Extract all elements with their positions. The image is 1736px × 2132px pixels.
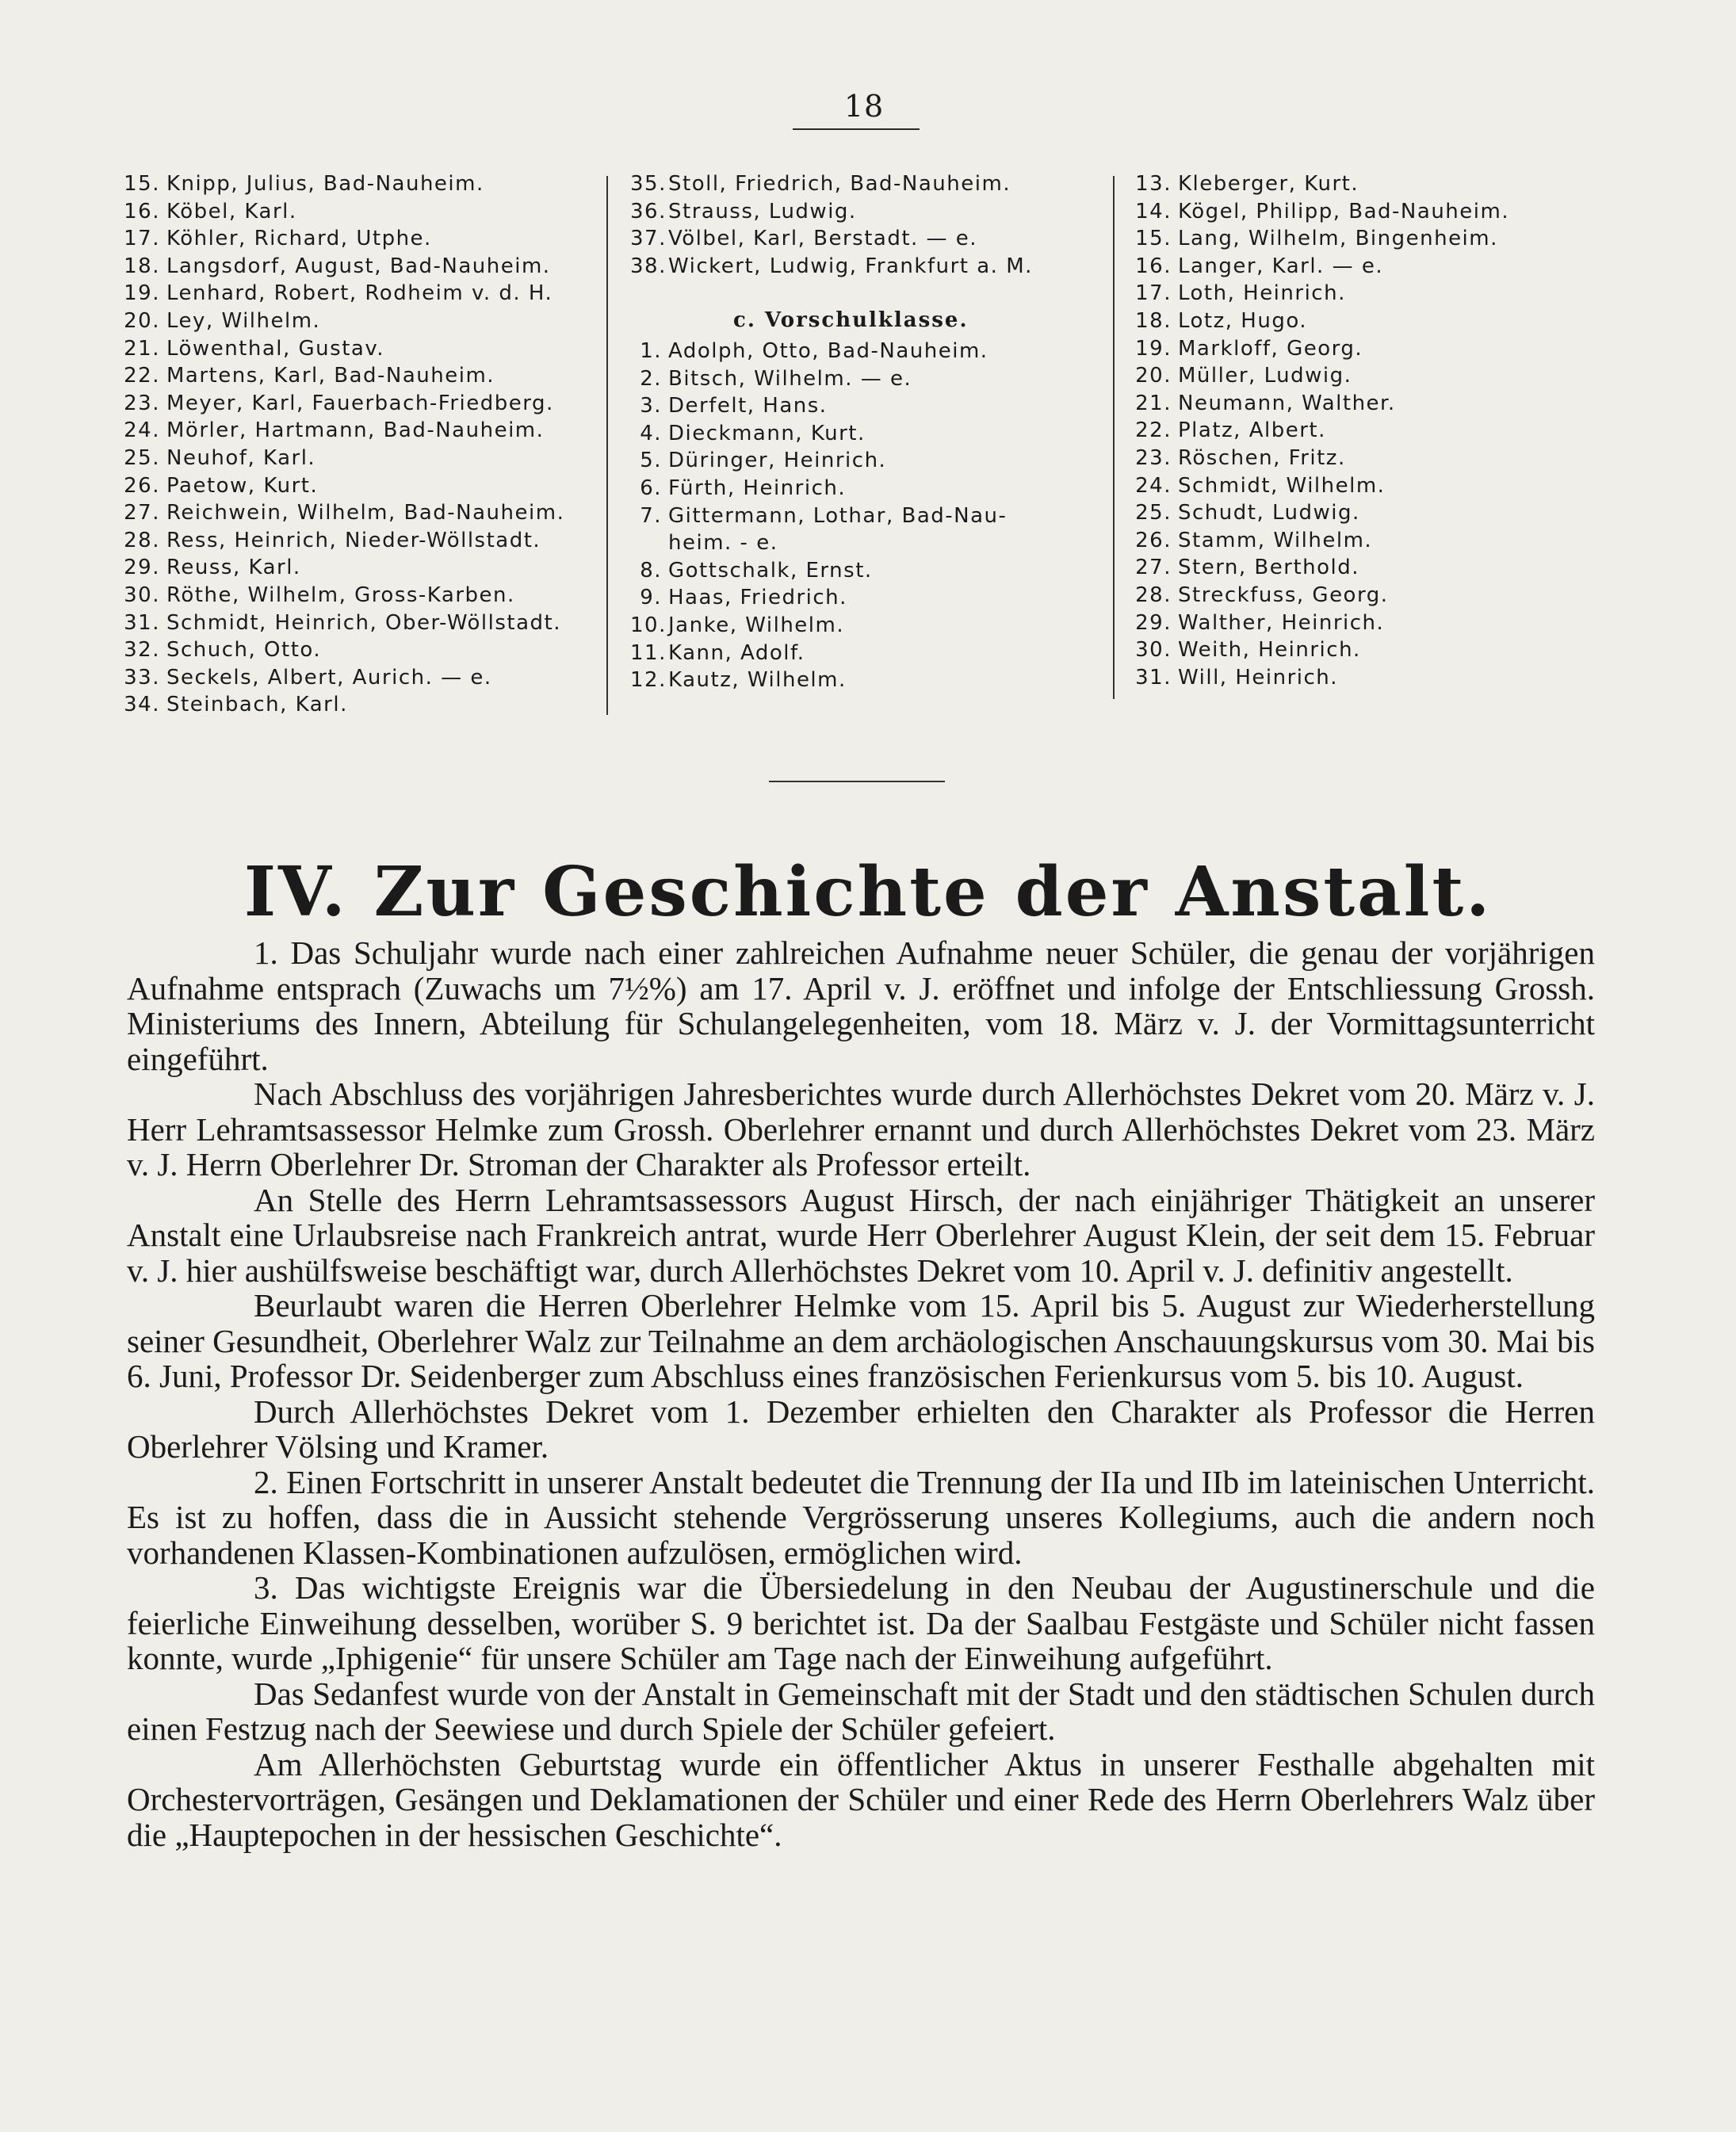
- list-item: 9. Haas, Friedrich.: [640, 586, 847, 610]
- list-item: 33. Seckels, Albert, Aurich. — e.: [124, 665, 492, 690]
- paragraph: Das Sedanfest wurde von der Anstalt in Gemeinschaft mit der Stadt und den städtischen Schulen durch einen Festzug nach der Seewiese und durch Spiele der Schüler gefeiert.: [127, 1675, 1595, 1747]
- list-item-continuation: heim. - e.: [668, 531, 778, 556]
- student-list-column-2: [630, 170, 1106, 694]
- list-item: 17. Köhler, Richard, Utphe.: [124, 227, 432, 251]
- body-text: [127, 935, 1595, 1852]
- list-item: 7. Gittermann, Lothar, Bad-Nau-: [640, 503, 1008, 528]
- list-item: 25. Schudt, Ludwig.: [1135, 501, 1360, 525]
- page-number-rule: [793, 128, 920, 130]
- column-divider: [1113, 176, 1115, 699]
- paragraph: 2. Einen Fortschritt in unserer Anstalt bedeutet die Trennung der IIa und IIb im lateinischen Unterricht. Es ist zu hoffen, dass die in Aussicht stehende Vergrösserung unseres Kollegiums, auch die andern noch vorhandenen Klassen-Kombinationen aufzulösen, ermöglichen wird.: [127, 1463, 1595, 1571]
- list-item: 34. Steinbach, Karl.: [124, 693, 348, 717]
- paragraph: Durch Allerhöchstes Dekret vom 1. Dezember erhielten den Charakter als Professor die Herren Oberlehrer Völsing und Kramer.: [127, 1393, 1595, 1465]
- list-item: 5. Düringer, Heinrich.: [640, 449, 887, 473]
- student-list-column-3: [1132, 170, 1608, 691]
- column-divider: [606, 176, 608, 715]
- paragraph: Beurlaubt waren die Herren Oberlehrer Helmke vom 15. April bis 5. August zur Wiederherstellung seiner Gesundheit, Oberlehrer Walz zur Teilnahme an dem archäologischen Anschauungskursus vom 30. Mai bis 6. Juni, Professor Dr. Seidenberger zum Abschluss eines französischen Ferienkursus vom 5. bis 10. August.: [127, 1287, 1595, 1394]
- list-item: 8. Gottschalk, Ernst.: [640, 558, 873, 583]
- list-item: 19. Markloff, Georg.: [1135, 336, 1363, 361]
- student-list-column-1: [120, 170, 596, 719]
- list-item: 38.Wickert, Ludwig, Frankfurt a. M.: [630, 254, 1033, 278]
- list-item: 37.Völbel, Karl, Berstadt. — e.: [630, 227, 978, 251]
- paragraph: Nach Abschluss des vorjährigen Jahresberichtes wurde durch Allerhöchstes Dekret vom 20. März v. J. Herr Lehramtsassessor Helmke zum Grossh. Oberlehrer ernannt und durch Allerhöchstes Dekret vom 23. März v. J. Herrn Oberlehrer Dr. Stroman der Charakter als Professor erteilt.: [127, 1076, 1595, 1183]
- list-item: 22. Martens, Karl, Bad-Nauheim.: [124, 364, 495, 388]
- section-title: IV. Zur Geschichte der Anstalt.: [243, 852, 1493, 932]
- paragraph: Am Allerhöchsten Geburtstag wurde ein öffentlicher Aktus in unserer Festhalle abgehalten mit Orchestervorträgen, Gesängen und Deklamationen der Schüler und einer Rede des Herrn Oberlehrers Walz über die „Hauptepochen in der hessischen Geschichte“.: [127, 1745, 1595, 1853]
- list-item: 25. Neuhof, Karl.: [124, 445, 316, 470]
- list-item: 20. Müller, Ludwig.: [1135, 364, 1352, 388]
- list-item: 16. Köbel, Karl.: [124, 199, 297, 224]
- list-item: 16. Langer, Karl. — e.: [1135, 254, 1384, 278]
- list-item: 31. Schmidt, Heinrich, Ober-Wöllstadt.: [124, 610, 562, 635]
- list-item: 28. Ress, Heinrich, Nieder-Wöllstadt.: [124, 528, 541, 552]
- list-item: 17. Loth, Heinrich.: [1135, 281, 1346, 306]
- list-item: 15. Knipp, Julius, Bad-Nauheim.: [124, 172, 484, 196]
- paragraph: 3. Das wichtigste Ereignis war die Übersiedelung in den Neubau der Augustinerschule und die feierliche Einweihung desselben, worüber S. 9 berichtet ist. Da der Saalbau Festgäste und Schüler nicht fassen konnte, wurde „Iphigenie“ für unsere Schüler am Tage nach der Einweihung aufgeführt.: [127, 1569, 1595, 1676]
- paragraph: 1. Das Schuljahr wurde nach einer zahlreichen Aufnahme neuer Schüler, die genau der vorjährigen Aufnahme entsprach (Zuwachs um 7½%) am 17. April v. J. eröffnet und infolge der Entschliessung Grossh. Ministeriums des Innern, Abteilung für Schulangelegenheiten, vom 18. März v. J. der Vormittagsunterricht eingeführt.: [127, 934, 1595, 1077]
- list-item: 32. Schuch, Otto.: [124, 638, 322, 663]
- list-item: 30. Röthe, Wilhelm, Gross-Karben.: [124, 583, 515, 607]
- list-item: 27. Stern, Berthold.: [1135, 556, 1360, 580]
- list-item: 6. Fürth, Heinrich.: [640, 476, 847, 500]
- paragraph: An Stelle des Herrn Lehramtsassessors August Hirsch, der nach einjähriger Thätigkeit an unserer Anstalt eine Urlaubsreise nach Frankreich antrat, wurde Herr Oberlehrer August Klein, der seit dem 15. Februar v. J. hier aushülfsweise beschäftigt war, durch Allerhöchstes Dekret vom 10. April v. J. definitiv angestellt.: [127, 1181, 1595, 1289]
- list-item: 4. Dieckmann, Kurt.: [640, 421, 866, 445]
- list-item: 29. Walther, Heinrich.: [1135, 610, 1385, 635]
- list-item: 13. Kleberger, Kurt.: [1135, 172, 1359, 196]
- list-item: 15. Lang, Wilhelm, Bingenheim.: [1135, 227, 1498, 251]
- list-item: 18. Lotz, Hugo.: [1135, 308, 1308, 333]
- list-item: 19. Lenhard, Robert, Rodheim v. d. H.: [124, 281, 553, 306]
- list-item: 3. Derfelt, Hans.: [640, 394, 828, 418]
- list-item: 24. Mörler, Hartmann, Bad-Nauheim.: [124, 418, 545, 443]
- list-item: 30. Weith, Heinrich.: [1135, 638, 1361, 663]
- list-item: 14. Kögel, Philipp, Bad-Nauheim.: [1135, 199, 1510, 224]
- list-item: 21. Löwenthal, Gustav.: [124, 336, 384, 361]
- list-item: 26. Paetow, Kurt.: [124, 473, 319, 498]
- list-item: 29. Reuss, Karl.: [124, 556, 301, 580]
- list-item: 36.Strauss, Ludwig.: [630, 199, 857, 224]
- list-item: 23. Meyer, Karl, Fauerbach-Friedberg.: [124, 391, 554, 415]
- list-item: 28. Streckfuss, Georg.: [1135, 583, 1389, 607]
- class-subheading: c. Vorschulklasse.: [733, 308, 969, 333]
- list-item: 2. Bitsch, Wilhelm. — e.: [640, 366, 912, 391]
- list-item: 11.Kann, Adolf.: [630, 640, 805, 665]
- list-item: 23. Röschen, Fritz.: [1135, 445, 1346, 470]
- list-item: 10.Janke, Wilhelm.: [630, 613, 845, 637]
- list-item: 35.Stoll, Friedrich, Bad-Nauheim.: [630, 172, 1011, 196]
- list-item: 27. Reichwein, Wilhelm, Bad-Nauheim.: [124, 501, 565, 525]
- list-item: 18. Langsdorf, August, Bad-Nauheim.: [124, 254, 551, 278]
- list-item: 31. Will, Heinrich.: [1135, 665, 1339, 690]
- page-number: 18: [843, 89, 885, 124]
- list-item: 26. Stamm, Wilhelm.: [1135, 528, 1373, 552]
- list-item: 24. Schmidt, Wilhelm.: [1135, 473, 1386, 498]
- section-divider: [769, 781, 945, 782]
- list-item: 21. Neumann, Walther.: [1135, 391, 1396, 415]
- list-item: 1. Adolph, Otto, Bad-Nauheim.: [640, 338, 988, 363]
- list-item: 22. Platz, Albert.: [1135, 418, 1326, 443]
- list-item: 20. Ley, Wilhelm.: [124, 308, 321, 333]
- list-item: 12.Kautz, Wilhelm.: [630, 668, 847, 693]
